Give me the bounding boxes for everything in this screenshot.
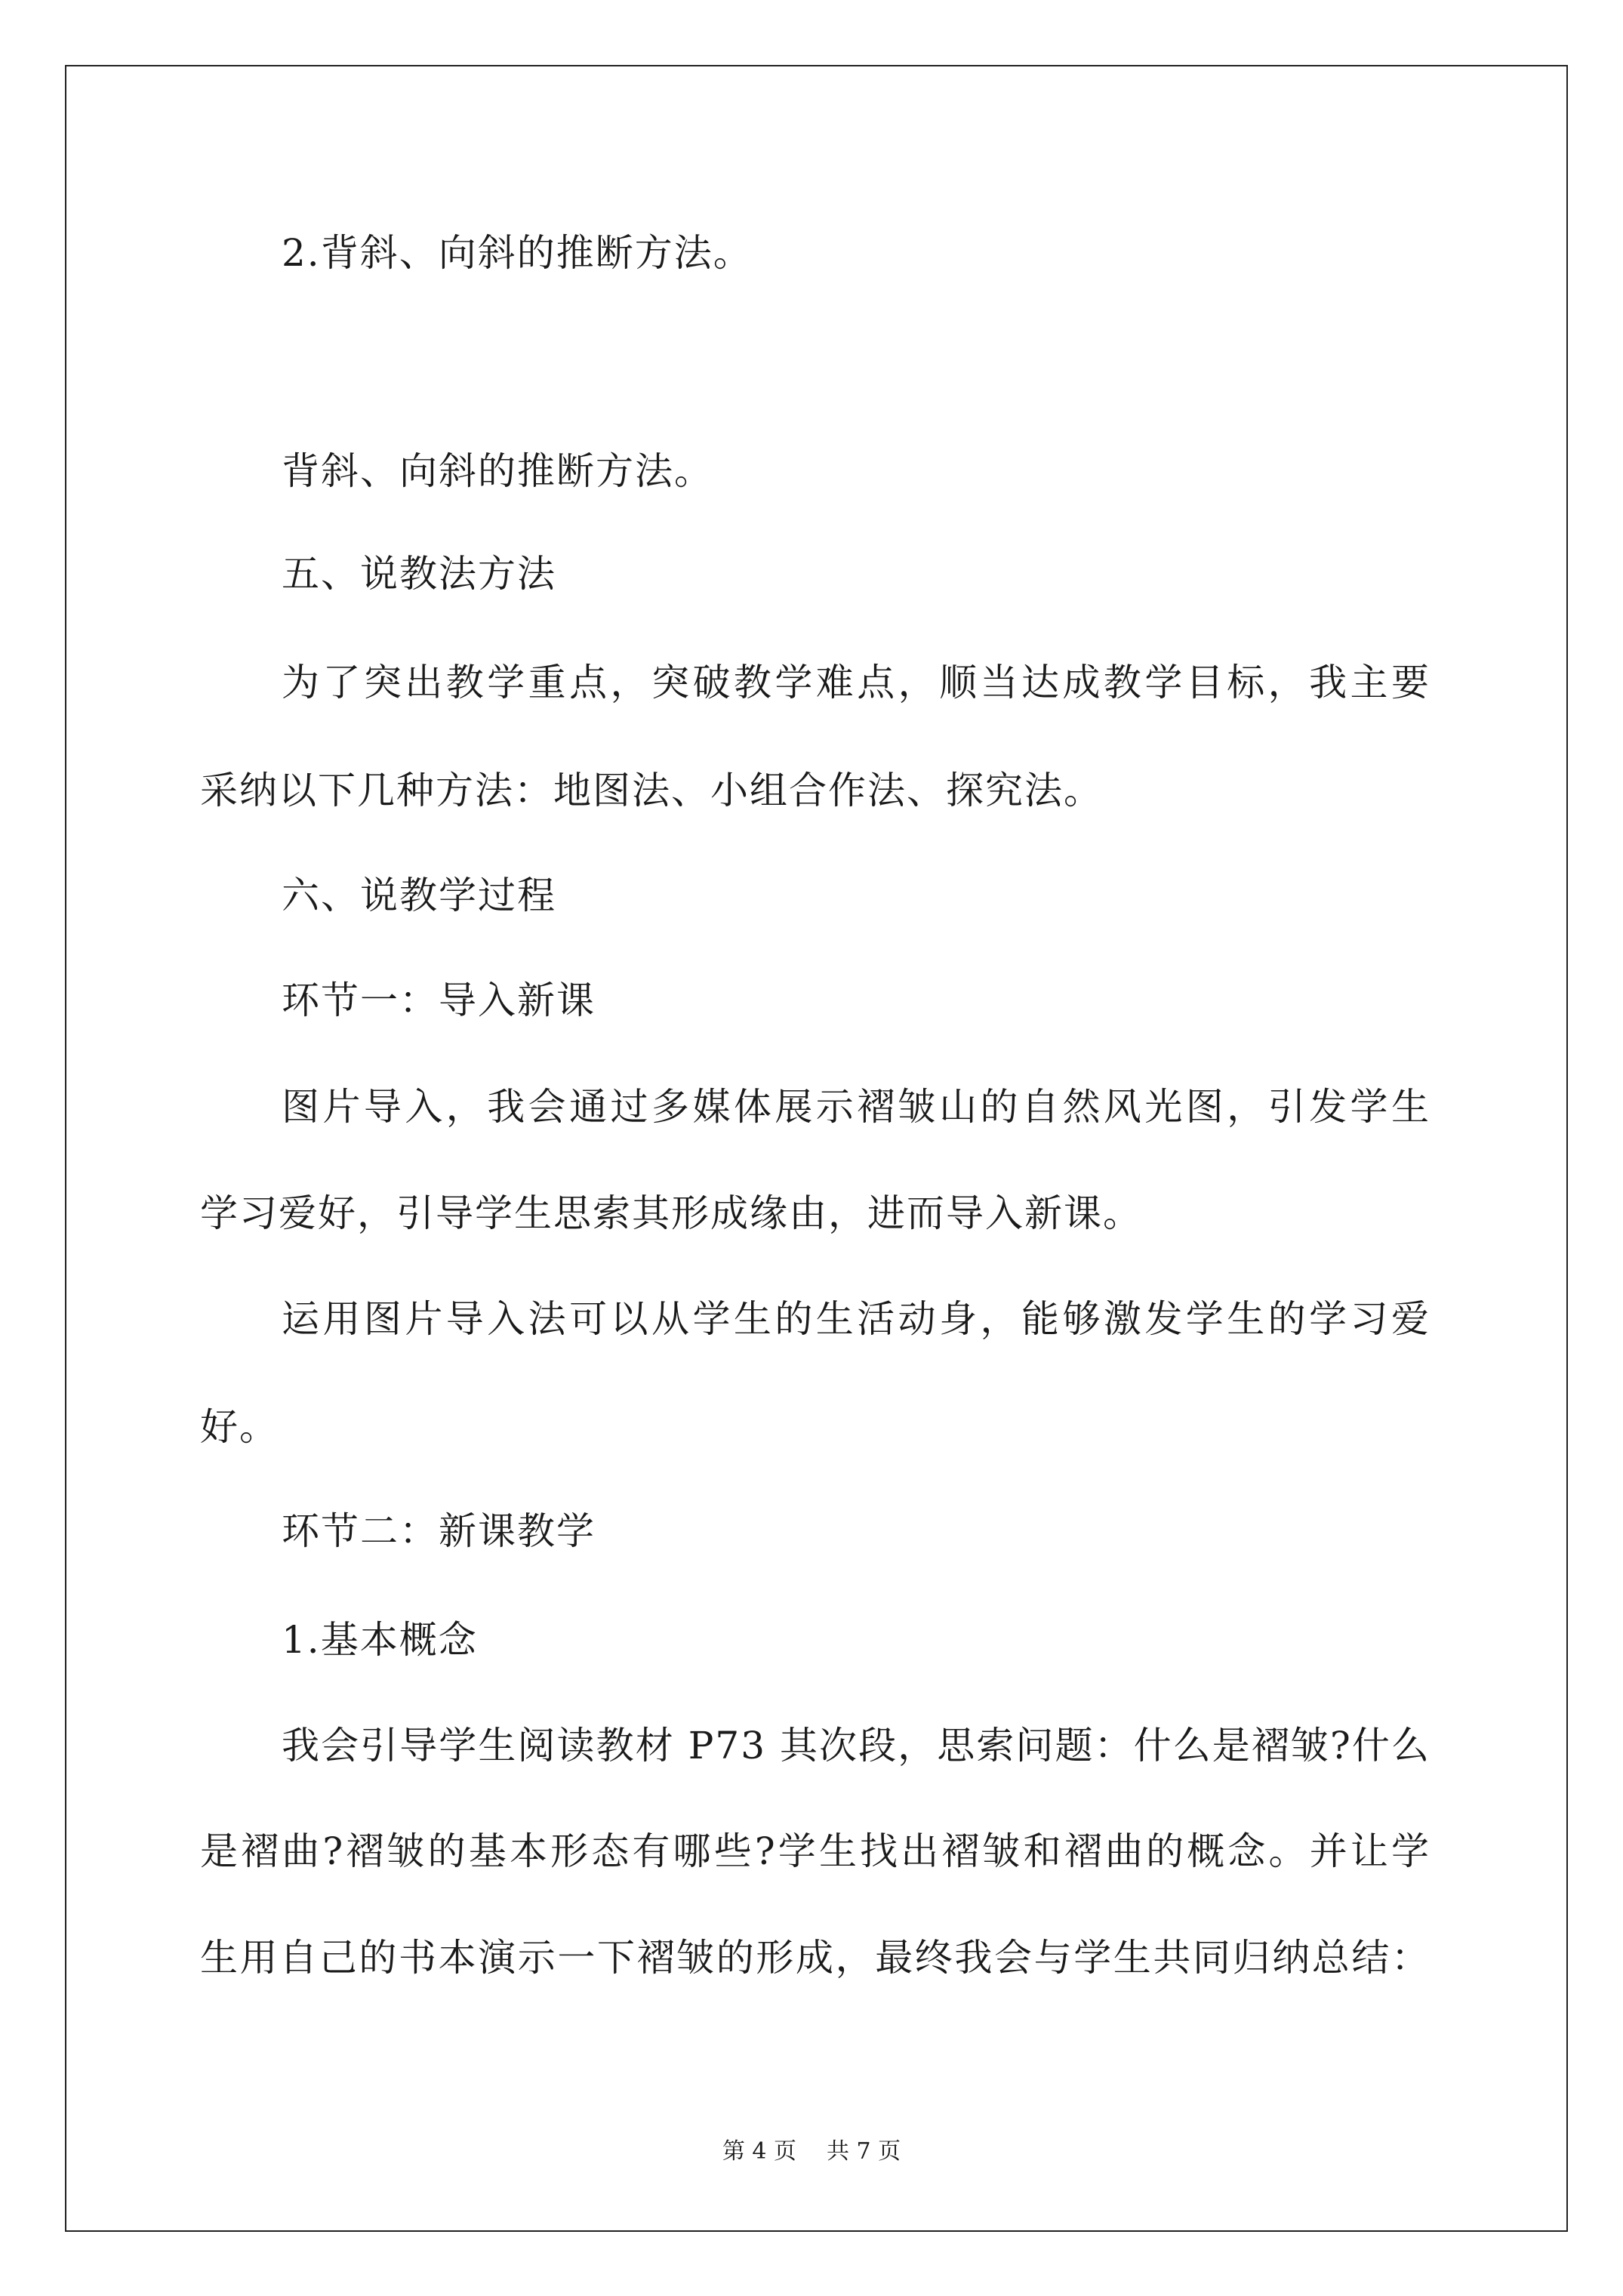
page-number-current: 第 4 页 <box>722 2138 796 2165</box>
page-border <box>65 65 1568 2232</box>
paragraph-line <box>0 1827 1623 1875</box>
subsection-heading: 环节二：新课教学 <box>282 1509 596 1553</box>
item-heading: 1.基本概念 <box>282 1618 478 1662</box>
paragraph-line: 背斜、向斜的推断方法。 <box>282 449 713 493</box>
paragraph-text: 生用自己的书本演示一下褶皱的形成，最终我会与学生共同归纳总结： <box>200 1936 1431 1980</box>
section-heading: 五、说教法方法 <box>282 552 556 596</box>
paragraph-line <box>0 1083 1623 1131</box>
subsection-heading: 环节一：导入新课 <box>282 978 596 1022</box>
paragraph-text: 是褶曲?褶皱的基本形态有哪些?学生找出褶皱和褶曲的概念。并让学 <box>200 1829 1431 1873</box>
page-footer <box>0 2137 1623 2167</box>
paragraph-text: 为了突出教学重点，突破教学难点，顺当达成教学目标，我主要 <box>282 661 1431 704</box>
paragraph-line <box>0 1295 1623 1343</box>
paragraph-text: 运用图片导入法可以从学生的生活动身，能够激发学生的学习爱 <box>282 1297 1431 1341</box>
page-number-total: 共 7 页 <box>827 2138 901 2165</box>
paragraph-line: 采纳以下几种方法：地图法、小组合作法、探究法。 <box>200 769 1103 812</box>
paragraph-line: 2.背斜、向斜的推断方法。 <box>282 231 753 275</box>
paragraph-line <box>0 1934 1623 1982</box>
paragraph-text: 我会引导学生阅读教材 P73 其次段，思索问题：什么是褶皱?什么 <box>282 1724 1431 1767</box>
paragraph-line: 学习爱好，引导学生思索其形成缘由，进而导入新课。 <box>200 1191 1142 1235</box>
paragraph-line: 好。 <box>200 1405 279 1449</box>
paragraph-text: 图片导入，我会通过多媒体展示褶皱山的自然风光图，引发学生 <box>282 1085 1431 1129</box>
paragraph-line <box>0 658 1623 707</box>
section-heading: 六、说教学过程 <box>282 874 556 917</box>
paragraph-line <box>0 1721 1623 1770</box>
